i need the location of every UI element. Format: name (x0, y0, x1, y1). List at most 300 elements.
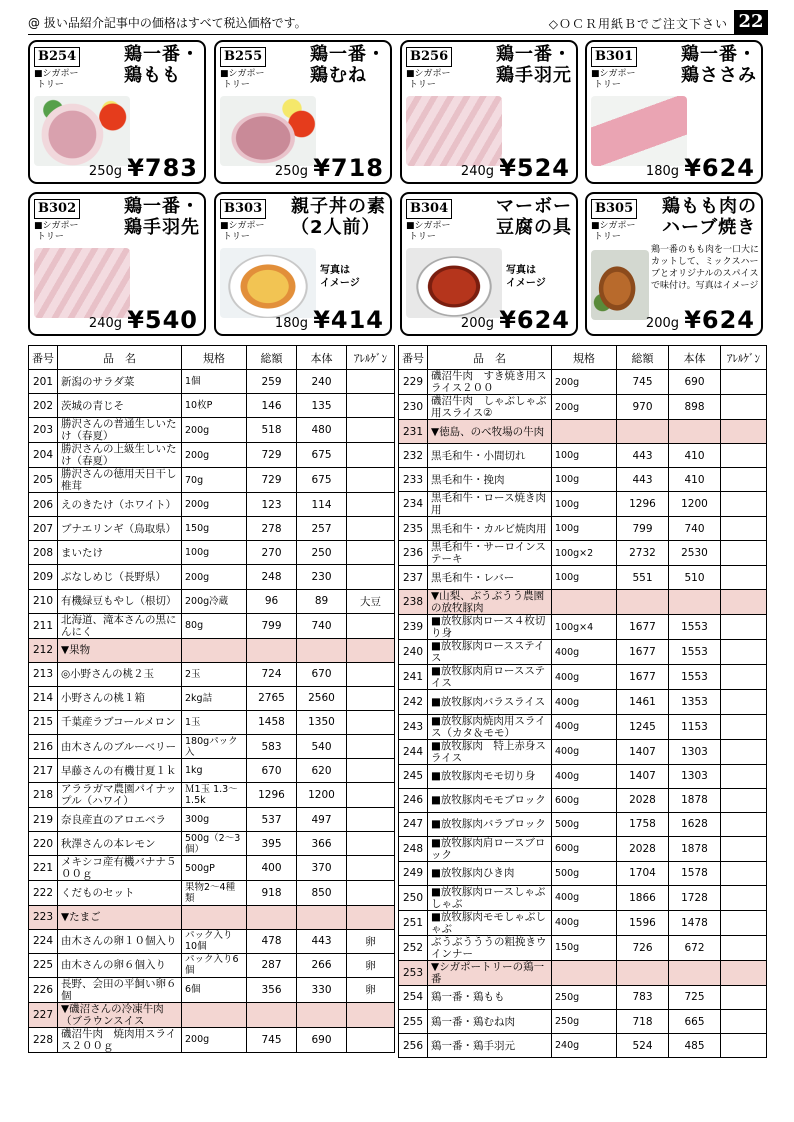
cell-base: 330 (297, 977, 347, 1002)
table-row (399, 836, 767, 861)
cell-allergy (721, 615, 767, 640)
order-table-right (398, 345, 767, 1058)
cell-spec: 100g (182, 541, 247, 565)
cell-base: 665 (669, 1010, 721, 1034)
cell-name: 黒毛和牛・小間切れ (428, 444, 552, 468)
cell-name: 黒毛和牛・サーロインステーキ (428, 541, 552, 566)
cell-total: 356 (247, 977, 297, 1002)
cell-allergy (347, 1027, 395, 1052)
cell-name: 磯沼牛肉 すき焼き用スライス２００ (428, 370, 552, 395)
cell-no: 253 (399, 960, 428, 985)
cell-name: 磯沼牛肉 しゃぶしゃぶ用スライス② (428, 395, 552, 420)
cell-no: 247 (399, 812, 428, 836)
table-row (399, 444, 767, 468)
cell-base: 89 (297, 589, 347, 613)
cell-total: 1704 (617, 861, 669, 885)
cell-no: 201 (29, 370, 58, 394)
cell-name: 早藤さんの有機甘夏１ｋ (58, 759, 182, 783)
cell-no: 206 (29, 493, 58, 517)
cell-name: 奈良産直のアロエベラ (58, 808, 182, 832)
cell-name: まいたけ (58, 541, 182, 565)
cell-base: 675 (297, 468, 347, 493)
maker-label: ■シガポー トリー (591, 221, 636, 242)
cell-spec: 70g (182, 468, 247, 493)
cell-no: 254 (399, 985, 428, 1009)
product-title: 親子丼の素 （2人前） (291, 196, 386, 238)
cell-allergy (721, 788, 767, 812)
cell-allergy (347, 808, 395, 832)
cell-name: 由木さんの卵１０個入り (58, 929, 182, 953)
cell-allergy (721, 665, 767, 690)
cell-spec (552, 420, 617, 444)
cell-base: 740 (297, 613, 347, 638)
cell-no: 213 (29, 662, 58, 686)
cell-allergy (347, 565, 395, 589)
product-card (400, 192, 578, 336)
cell-total: 2028 (617, 836, 669, 861)
header-allergy: ｱﾚﾙｹﾞﾝ (721, 346, 767, 370)
cell-total: 443 (617, 468, 669, 492)
cell-total: 726 (617, 935, 669, 960)
cell-allergy (721, 420, 767, 444)
cell-no: 230 (399, 395, 428, 420)
cell-base: 1578 (669, 861, 721, 885)
cell-no: 226 (29, 977, 58, 1002)
cell-total: 270 (247, 541, 297, 565)
cell-name: 鶏一番・鶏もも (428, 985, 552, 1009)
table-row (29, 638, 395, 662)
table-row (399, 1034, 767, 1058)
cell-name: ぶうぶうううの粗挽きウインナー (428, 935, 552, 960)
table-header (29, 346, 395, 370)
product-code: B255 (220, 47, 266, 67)
cell-no: 250 (399, 885, 428, 910)
cell-allergy (721, 395, 767, 420)
cell-spec (182, 905, 247, 929)
header-spec: 規格 (552, 346, 617, 370)
cell-allergy: 大豆 (347, 589, 395, 613)
cell-no: 204 (29, 443, 58, 468)
cell-name: ■放牧豚肉ロースステイス (428, 640, 552, 665)
cell-spec: 500g (552, 812, 617, 836)
table-row (399, 640, 767, 665)
cell-allergy (347, 394, 395, 418)
cell-spec: 200g (552, 370, 617, 395)
cell-no: 221 (29, 856, 58, 881)
cell-base: 410 (669, 468, 721, 492)
table-row (29, 929, 395, 953)
cell-spec: 10枚P (182, 394, 247, 418)
table-row (29, 589, 395, 613)
product-card (28, 40, 206, 184)
product-weight: 240g (88, 316, 122, 331)
cell-spec: 250g (552, 1010, 617, 1034)
cell-total: 729 (247, 468, 297, 493)
cell-total: 478 (247, 929, 297, 953)
table-row (29, 832, 395, 856)
cell-no: 218 (29, 783, 58, 808)
product-title: マーボー 豆腐の具 (496, 196, 572, 238)
cell-base: 740 (669, 517, 721, 541)
cell-name: 黒毛和牛・カルビ焼肉用 (428, 517, 552, 541)
cell-allergy (347, 832, 395, 856)
cell-no: 205 (29, 468, 58, 493)
cell-allergy (721, 960, 767, 985)
cell-name: ■放牧豚肉モモ切り身 (428, 764, 552, 788)
cell-total: 1866 (617, 885, 669, 910)
header-allergy: ｱﾚﾙｹﾞﾝ (347, 346, 395, 370)
cell-allergy: 卵 (347, 929, 395, 953)
cell-total: 1461 (617, 690, 669, 714)
cell-name: ▼磯沼さんの冷凍牛肉（ブラウンスイス (58, 1002, 182, 1027)
cell-allergy (347, 370, 395, 394)
cell-total: 799 (247, 613, 297, 638)
cell-base (297, 905, 347, 929)
cell-name: ■放牧豚肉バラスライス (428, 690, 552, 714)
product-title: 鶏一番・ 鶏むね (310, 44, 386, 86)
cell-spec: 400g (552, 764, 617, 788)
cell-name: 新潟のサラダ菜 (58, 370, 182, 394)
table-row (29, 541, 395, 565)
cell-spec: 400g (552, 739, 617, 764)
product-photo (406, 96, 502, 166)
cell-name: 茨城の青じそ (58, 394, 182, 418)
cell-name: 勝沢さんの普通生しいたけ（春夏） (58, 418, 182, 443)
cell-no: 215 (29, 710, 58, 734)
order-table-left (28, 345, 395, 1053)
cell-base: 1553 (669, 615, 721, 640)
cell-spec: 100g (552, 566, 617, 590)
product-card (214, 40, 392, 184)
cell-no: 231 (399, 420, 428, 444)
table-row (29, 953, 395, 977)
cell-spec: 100g (552, 517, 617, 541)
table-row (29, 613, 395, 638)
cell-base: 1478 (669, 910, 721, 935)
cell-no: 203 (29, 418, 58, 443)
table-row (399, 910, 767, 935)
cell-spec: 200g冷蔵 (182, 589, 247, 613)
cell-total (247, 638, 297, 662)
cell-spec: 500gP (182, 856, 247, 881)
product-weight: 240g (460, 164, 494, 179)
cell-spec: 200g (552, 395, 617, 420)
cell-name: 由木さんの卵６個入り (58, 953, 182, 977)
cell-total: 745 (617, 370, 669, 395)
cell-no: 244 (399, 739, 428, 764)
cell-allergy (721, 714, 767, 739)
product-code: B305 (591, 199, 637, 219)
cell-no: 224 (29, 929, 58, 953)
cell-no: 246 (399, 788, 428, 812)
cell-spec: 100g (552, 492, 617, 517)
cell-spec: 180gパック入 (182, 735, 247, 759)
cell-allergy (721, 370, 767, 395)
cell-total: 1245 (617, 714, 669, 739)
cell-total: 537 (247, 808, 297, 832)
product-card (400, 40, 578, 184)
cell-no: 256 (399, 1034, 428, 1058)
cell-name: ▼シガポートリーの鶏一番 (428, 960, 552, 985)
cell-allergy (347, 856, 395, 881)
cell-allergy (721, 985, 767, 1009)
cell-base: 1303 (669, 739, 721, 764)
cell-name: ■放牧豚肉ロース４枚切り身 (428, 615, 552, 640)
cell-name: ■放牧豚肉肩ロースステイス (428, 665, 552, 690)
maker-label: ■シガポー トリー (34, 221, 79, 242)
cell-base: 1878 (669, 788, 721, 812)
cell-spec: Ｍ1玉 1.3～1.5k (182, 783, 247, 808)
cell-allergy (347, 418, 395, 443)
product-photo (34, 248, 130, 318)
cell-total: 524 (617, 1034, 669, 1058)
product-weight: 250g (88, 164, 122, 179)
cell-total: 1677 (617, 640, 669, 665)
cell-spec: 1kg (182, 759, 247, 783)
product-title: 鶏一番・ 鶏手羽元 (496, 44, 572, 86)
cell-allergy (347, 735, 395, 759)
cell-total: 1677 (617, 615, 669, 640)
cell-total (617, 590, 669, 615)
cell-allergy (347, 541, 395, 565)
cell-no: 219 (29, 808, 58, 832)
cell-base: 1728 (669, 885, 721, 910)
cell-allergy (347, 517, 395, 541)
cell-base: 230 (297, 565, 347, 589)
image-note: 写真は イメージ (320, 265, 360, 289)
table-row (399, 960, 767, 985)
cell-name: 千葉産ラブコールメロン (58, 710, 182, 734)
product-price: ¥624 (499, 306, 570, 334)
cell-base: 620 (297, 759, 347, 783)
cell-no: 232 (399, 444, 428, 468)
cell-spec: 240g (552, 1034, 617, 1058)
cell-base: 898 (669, 395, 721, 420)
cell-no: 211 (29, 613, 58, 638)
cell-allergy (721, 885, 767, 910)
cell-total: 123 (247, 493, 297, 517)
cell-spec: パック入り6個 (182, 953, 247, 977)
product-photo (220, 96, 316, 166)
cell-name: ■放牧豚肉焼肉用スライス（カタ＆モモ） (428, 714, 552, 739)
cell-total: 918 (247, 881, 297, 905)
cell-name: 黒毛和牛・レバー (428, 566, 552, 590)
cell-spec: 300g (182, 808, 247, 832)
cell-name: 有機緑豆もやし（根切） (58, 589, 182, 613)
cell-allergy (721, 861, 767, 885)
maker-label: ■シガポー トリー (220, 221, 265, 242)
cell-no: 238 (399, 590, 428, 615)
table-row (399, 861, 767, 885)
cell-name: くだものセット (58, 881, 182, 905)
cell-spec: 500g (552, 861, 617, 885)
order-note: ◇ＯＣＲ用紙Ｂでご注文下さい (548, 17, 728, 31)
cell-spec (182, 1002, 247, 1027)
cell-base: 443 (297, 929, 347, 953)
table-row (399, 764, 767, 788)
tax-notice: @ 扱い品紹介記事中の価格はすべて税込価格です。 (28, 16, 307, 30)
cell-base (669, 960, 721, 985)
cell-no: 235 (399, 517, 428, 541)
cell-total: 783 (617, 985, 669, 1009)
cell-allergy (721, 812, 767, 836)
cell-allergy (347, 638, 395, 662)
table-row (29, 493, 395, 517)
cell-spec (552, 590, 617, 615)
cell-no: 217 (29, 759, 58, 783)
cell-allergy (347, 613, 395, 638)
table-row (399, 370, 767, 395)
cell-name: ■放牧豚肉バラブロック (428, 812, 552, 836)
product-weight: 180g (274, 316, 308, 331)
cell-allergy (347, 686, 395, 710)
cell-total (247, 1002, 297, 1027)
product-price: ¥540 (127, 306, 198, 334)
table-row (29, 418, 395, 443)
cell-no: 245 (399, 764, 428, 788)
cell-allergy (721, 910, 767, 935)
cell-no: 252 (399, 935, 428, 960)
cell-base: 2530 (669, 541, 721, 566)
cell-no: 236 (399, 541, 428, 566)
cell-base: 690 (297, 1027, 347, 1052)
cell-no: 248 (399, 836, 428, 861)
product-card (214, 192, 392, 336)
cell-name: ■放牧豚肉 特上赤身スライス (428, 739, 552, 764)
table-row (29, 370, 395, 394)
cell-no: 237 (399, 566, 428, 590)
cell-base: 1353 (669, 690, 721, 714)
cell-base: 250 (297, 541, 347, 565)
header-base: 本体 (669, 346, 721, 370)
cell-no: 239 (399, 615, 428, 640)
cell-spec: 400g (552, 640, 617, 665)
cell-total: 278 (247, 517, 297, 541)
cell-allergy: 卵 (347, 977, 395, 1002)
cell-name: 勝沢さんの上級生しいたけ（春夏） (58, 443, 182, 468)
cell-base: 690 (669, 370, 721, 395)
cell-allergy (347, 1002, 395, 1027)
cell-name: 由木さんのブルーベリー (58, 735, 182, 759)
product-code: B254 (34, 47, 80, 67)
cell-spec: 600g (552, 788, 617, 812)
cell-total: 1407 (617, 739, 669, 764)
cell-spec: 1個 (182, 370, 247, 394)
cell-allergy (347, 468, 395, 493)
cell-no: 225 (29, 953, 58, 977)
cell-no: 242 (399, 690, 428, 714)
cell-no: 243 (399, 714, 428, 739)
cell-base (669, 590, 721, 615)
cell-total (617, 960, 669, 985)
table-row (399, 690, 767, 714)
table-row (399, 788, 767, 812)
cell-name: 鶏一番・鶏むね肉 (428, 1010, 552, 1034)
cell-no: 220 (29, 832, 58, 856)
cell-total: 799 (617, 517, 669, 541)
header-total: 総額 (247, 346, 297, 370)
cell-total: 1596 (617, 910, 669, 935)
cell-base: 1628 (669, 812, 721, 836)
table-row (29, 1002, 395, 1027)
cell-name: メキシコ産有機バナナ５００ｇ (58, 856, 182, 881)
product-weight: 180g (645, 164, 679, 179)
cell-base: 366 (297, 832, 347, 856)
cell-base: 850 (297, 881, 347, 905)
cell-total: 518 (247, 418, 297, 443)
cell-base: 266 (297, 953, 347, 977)
product-price: ¥783 (127, 154, 198, 182)
product-weight: 250g (274, 164, 308, 179)
cell-spec: 100g×2 (552, 541, 617, 566)
cell-no: 216 (29, 735, 58, 759)
cell-name: ■放牧豚肉肩ロースブロック (428, 836, 552, 861)
cell-name: 長野、会田の平飼い卵６個 (58, 977, 182, 1002)
cell-allergy (347, 783, 395, 808)
cell-base: 114 (297, 493, 347, 517)
cell-total: 1677 (617, 665, 669, 690)
product-card (585, 40, 763, 184)
cell-base: 510 (669, 566, 721, 590)
table-row (29, 443, 395, 468)
cell-spec: 400g (552, 885, 617, 910)
table-row (399, 985, 767, 1009)
cell-allergy (721, 739, 767, 764)
cell-name: ぶなしめじ（長野県） (58, 565, 182, 589)
cell-name: ■放牧豚肉ひき肉 (428, 861, 552, 885)
cell-allergy (721, 444, 767, 468)
page-number: 22 (734, 10, 768, 34)
table-row (399, 590, 767, 615)
cell-total: 287 (247, 953, 297, 977)
cell-spec: 200g (182, 1027, 247, 1052)
cell-total: 718 (617, 1010, 669, 1034)
maker-label: ■シガポー トリー (591, 69, 636, 90)
cell-allergy (721, 764, 767, 788)
cell-allergy (721, 1010, 767, 1034)
cell-allergy (347, 881, 395, 905)
table-row (399, 395, 767, 420)
cell-no: 209 (29, 565, 58, 589)
cell-total: 2732 (617, 541, 669, 566)
cell-spec: 2玉 (182, 662, 247, 686)
cell-total: 670 (247, 759, 297, 783)
cell-base: 1350 (297, 710, 347, 734)
cell-base (297, 638, 347, 662)
cell-spec: 400g (552, 690, 617, 714)
table-row (399, 714, 767, 739)
table-row (399, 739, 767, 764)
cell-allergy (721, 517, 767, 541)
product-weight: 200g (460, 316, 494, 331)
header-no: 番号 (29, 346, 58, 370)
table-row (399, 885, 767, 910)
table-row (29, 662, 395, 686)
cell-no: 233 (399, 468, 428, 492)
header-name: 品 名 (58, 346, 182, 370)
cell-allergy (347, 710, 395, 734)
cell-name: 小野さんの桃１箱 (58, 686, 182, 710)
cell-total (617, 420, 669, 444)
cell-base: 135 (297, 394, 347, 418)
product-title: 鶏一番・ 鶏手羽先 (124, 196, 200, 238)
product-code: B256 (406, 47, 452, 67)
cell-spec: 150g (182, 517, 247, 541)
cell-allergy (347, 443, 395, 468)
table-row (399, 420, 767, 444)
product-photo (34, 96, 130, 166)
product-code: B302 (34, 199, 80, 219)
